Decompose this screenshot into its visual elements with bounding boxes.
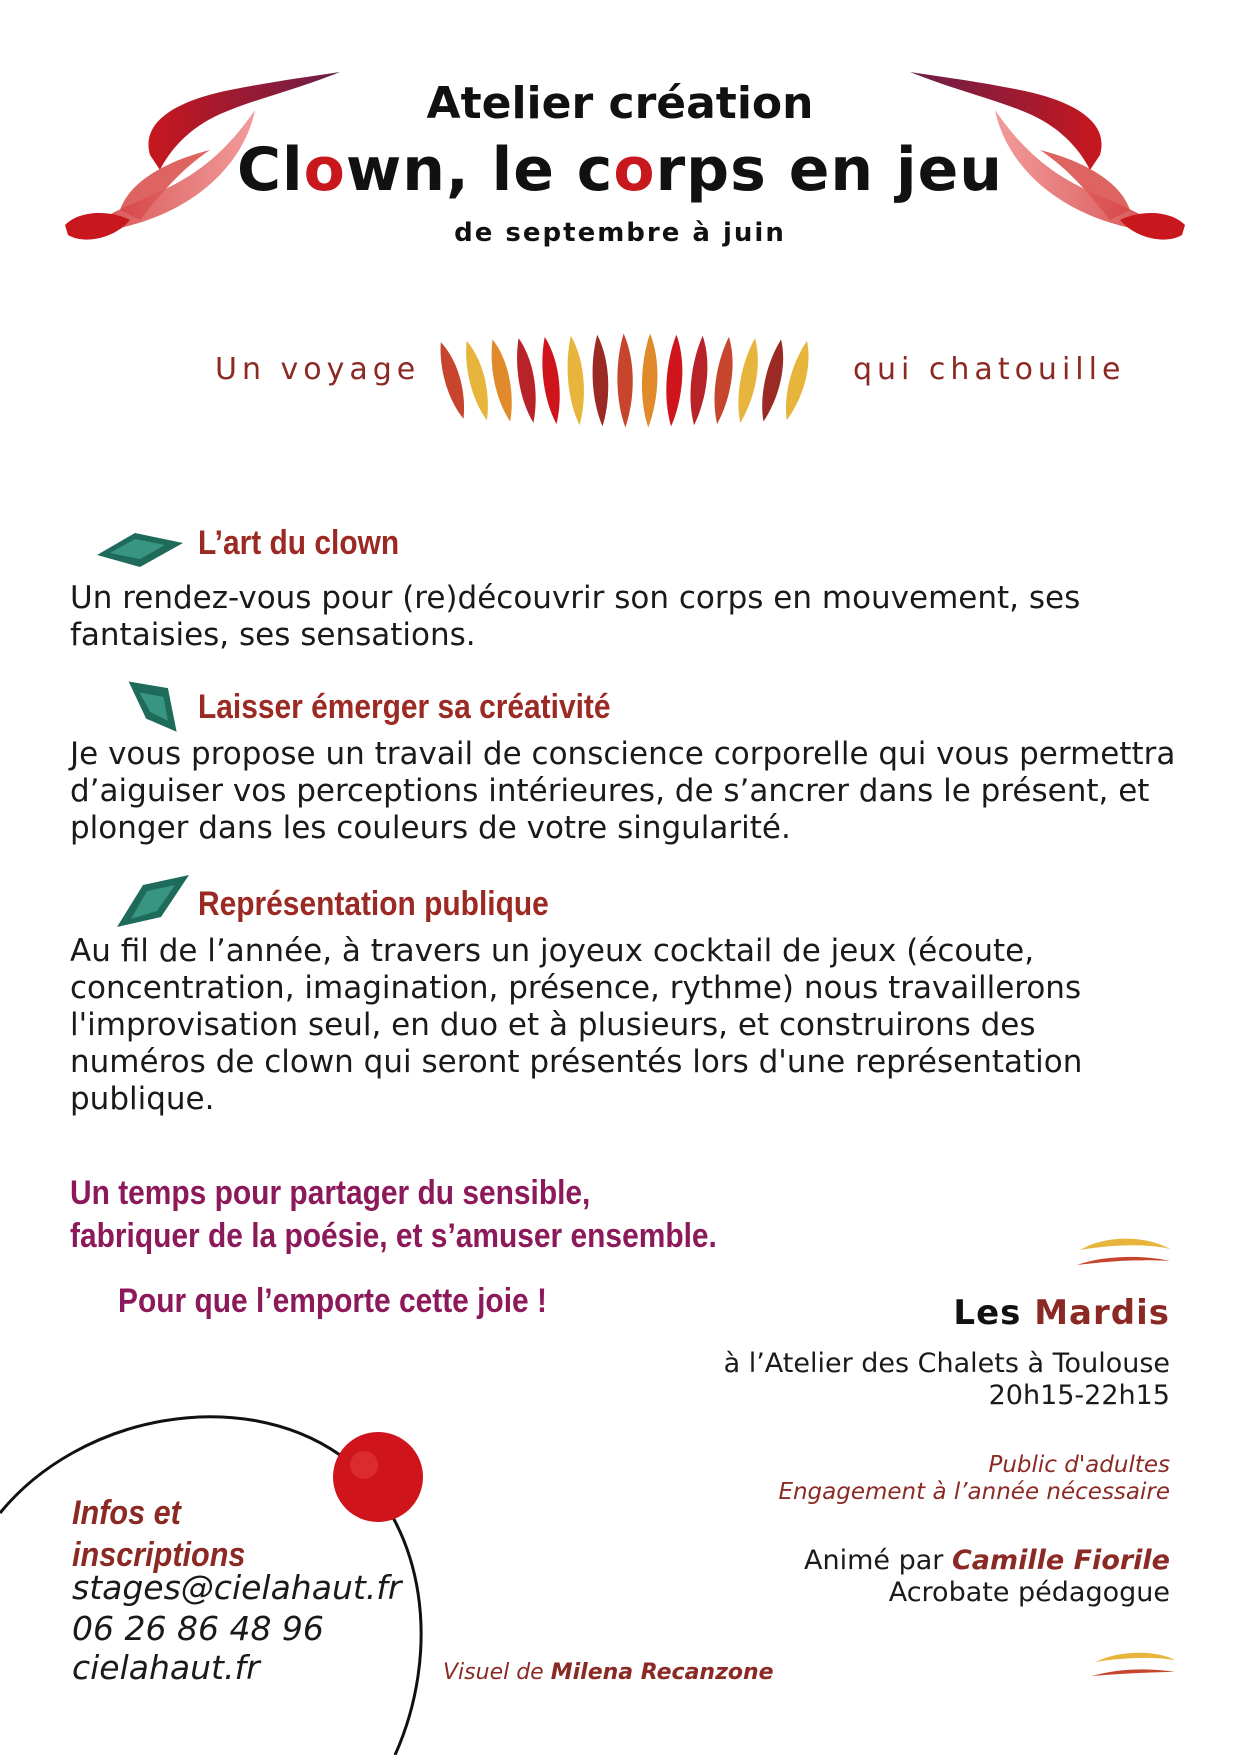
leaf-shape <box>733 337 763 424</box>
teal-leaf-icon <box>108 873 198 933</box>
days-accent: Mardis <box>1034 1293 1170 1333</box>
title-red-letter: o <box>613 135 656 205</box>
animator-name: Camille Fiorile <box>951 1545 1170 1576</box>
audience-info <box>778 1452 1170 1506</box>
schedule-venue <box>724 1348 1170 1412</box>
brushstroke-decoration <box>1075 1235 1175 1270</box>
days-prefix: Les <box>953 1293 1022 1333</box>
contact-website[interactable]: cielahaut.fr <box>72 1648 260 1687</box>
leaf-shape <box>616 333 633 427</box>
contact-title-line: inscriptions <box>72 1536 246 1574</box>
tagline-left: Un voyage <box>215 352 421 387</box>
animator-info <box>804 1545 1170 1609</box>
closing-line-3: Pour que l’emporte cette joie ! <box>118 1282 547 1320</box>
venue-text: à l’Atelier des Chalets à Toulouse <box>723 1348 1170 1379</box>
teal-leaf-icon <box>95 520 185 580</box>
credit-artist: Milena Recanzone <box>550 1660 774 1685</box>
section-title-creativite: Laisser émerger sa créativité <box>198 688 611 726</box>
brushstroke-decoration <box>1090 1648 1180 1683</box>
title-part: Cl <box>236 135 304 205</box>
schedule-days <box>953 1293 1170 1333</box>
leaf-shape <box>641 333 658 427</box>
section-body-representation: Au fil de l’année, à travers un joyeux cocktail de jeux (écoute, concentration, imagination, présence, rythme) nous travaillerons l'improvisation seul, en duo et à plusieurs, et construirons des numéros de clown qui seront présentés lors d'une représentation publique. <box>70 933 1083 1117</box>
visual-credit <box>443 1660 774 1685</box>
leaf-shape <box>564 335 588 426</box>
leaf-shape <box>460 339 495 422</box>
leaf-fan-illustration <box>440 318 810 443</box>
page-title <box>0 135 1240 205</box>
leaf-shape <box>780 339 810 422</box>
leaf-shape <box>687 335 711 426</box>
leaf-shape <box>486 338 519 423</box>
section-title-representation: Représentation publique <box>198 885 549 923</box>
contact-title <box>72 1492 245 1576</box>
title-part: wn, le c <box>345 135 614 205</box>
leaf-shape <box>590 334 611 427</box>
animator-role: Acrobate pédagogue <box>888 1577 1170 1608</box>
tagline-right: qui chatouille <box>853 352 1126 387</box>
title-part: rps en jeu <box>655 135 1004 205</box>
leaf-shape <box>756 338 789 423</box>
header-subtitle: de septembre à juin <box>454 218 786 248</box>
credit-prefix: Visuel de <box>443 1660 544 1685</box>
leaf-shape <box>512 337 542 424</box>
contact-email[interactable]: stages@cielahaut.fr <box>72 1568 402 1607</box>
section-body-creativite: Je vous propose un travail de conscience corporelle qui vous permettra d’aiguiser vos perceptions intérieures, de s’ancrer dans le présent, et plonger dans les couleurs de votre singularité. <box>70 736 1176 846</box>
audience-text: Public d'adultes <box>988 1452 1170 1478</box>
title-red-letter: o <box>303 135 346 205</box>
closing-line-1: Un temps pour partager du sensible, <box>70 1174 591 1212</box>
leaf-shape <box>538 336 565 425</box>
contact-title-line: Infos et <box>72 1494 181 1532</box>
animated-by-prefix: Animé par <box>804 1545 944 1576</box>
hours-text: 20h15-22h15 <box>988 1380 1170 1411</box>
section-body-art-du-clown: Un rendez-vous pour (re)découvrir son corps en mouvement, ses fantaisies, ses sensations. <box>70 580 1081 653</box>
commitment-text: Engagement à l’année nécessaire <box>778 1479 1170 1505</box>
leaf-shape <box>664 334 685 427</box>
leaf-shape <box>710 336 737 425</box>
section-title-art-du-clown: L’art du clown <box>198 524 400 562</box>
header-kicker: Atelier création <box>426 78 814 129</box>
contact-phone[interactable]: 06 26 86 48 96 <box>72 1609 324 1648</box>
closing-line-2: fabriquer de la poésie, et s’amuser ensemble. <box>70 1217 717 1255</box>
teal-leaf-icon <box>112 675 202 735</box>
